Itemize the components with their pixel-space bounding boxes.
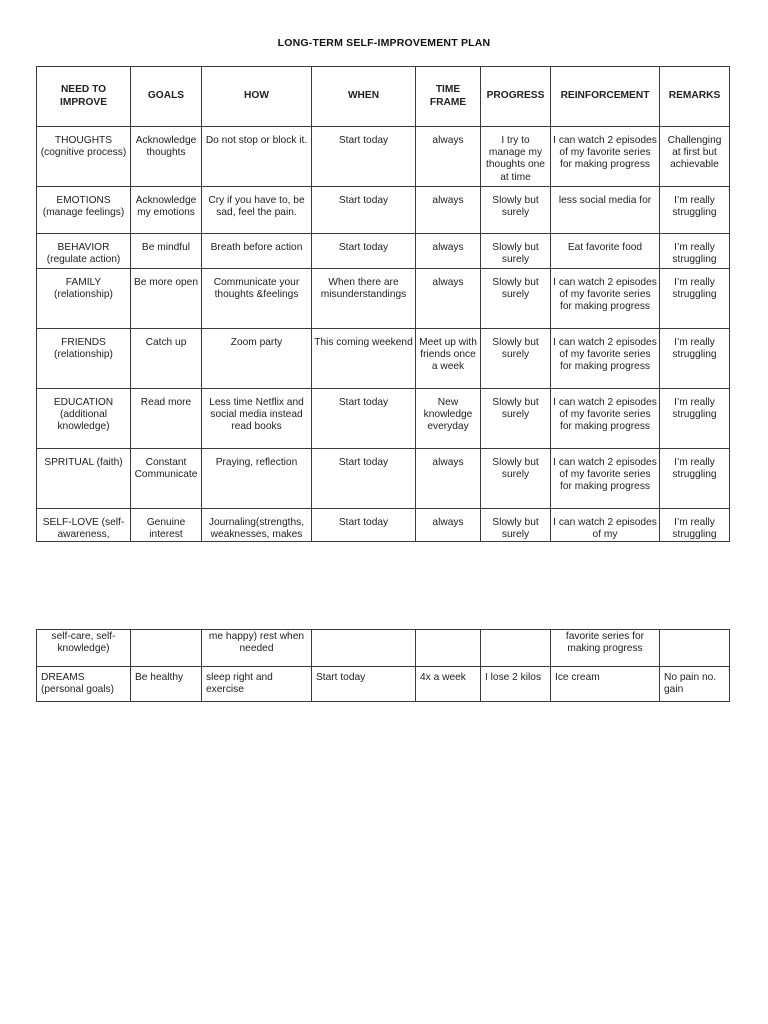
plan-table-continued (36, 629, 730, 702)
cell-how: Breath before action (202, 234, 312, 269)
cell-progress: I try to manage my thoughts one at time (481, 127, 551, 187)
cell-need: SELF-LOVE (self-awareness, (37, 509, 131, 542)
cell-need: BEHAVIOR (regulate action) (37, 234, 131, 269)
cell-how: sleep right and exercise (202, 667, 312, 702)
cell-reinforcement: I can watch 2 episodes of my (551, 509, 660, 542)
table-row (37, 449, 730, 509)
cell-reinforcement: I can watch 2 episodes of my favorite series for making progress (551, 449, 660, 509)
cell-remarks: I’m really struggling (660, 269, 730, 329)
cell-remarks: Challenging at first but achievable (660, 127, 730, 187)
cell-need: DREAMS (personal goals) (37, 667, 131, 702)
cell-how: Do not stop or block it. (202, 127, 312, 187)
cell-need: SPRITUAL (faith) (37, 449, 131, 509)
header-row (37, 67, 730, 127)
cell-progress: I lose 2 kilos (481, 667, 551, 702)
cell-time-frame: Meet up with friends once a week (416, 329, 481, 389)
cell-time-frame: New knowledge everyday (416, 389, 481, 449)
cell-how: Zoom party (202, 329, 312, 389)
cell-reinforcement: Ice cream (551, 667, 660, 702)
header-need-to-improve: NEED TO IMPROVE (37, 67, 131, 127)
cell-when: When there are misunderstandings (312, 269, 416, 329)
cell-remarks (660, 630, 730, 667)
document-title: LONG-TERM SELF-IMPROVEMENT PLAN (277, 37, 491, 49)
cell-goals: Be more open (131, 269, 202, 329)
cell-goals: Be healthy (131, 667, 202, 702)
header-remarks: REMARKS (660, 67, 730, 127)
cell-how: Cry if you have to, be sad, feel the pain. (202, 187, 312, 234)
header-how: HOW (202, 67, 312, 127)
cell-goals: Read more (131, 389, 202, 449)
cell-remarks: I’m really struggling (660, 509, 730, 542)
cell-remarks: I’m really struggling (660, 329, 730, 389)
cell-progress: Slowly but surely (481, 449, 551, 509)
cell-progress (481, 630, 551, 667)
cell-need: EMOTIONS (manage feelings) (37, 187, 131, 234)
cell-how: me happy) rest when needed (202, 630, 312, 667)
cell-time-frame: always (416, 269, 481, 329)
table-row (37, 269, 730, 329)
cell-how: Communicate your thoughts &feelings (202, 269, 312, 329)
cell-when: Start today (312, 509, 416, 542)
cell-when: Start today (312, 127, 416, 187)
cell-goals: Acknowledge my emotions (131, 187, 202, 234)
cell-goals: Genuine interest (131, 509, 202, 542)
header-when: WHEN (312, 67, 416, 127)
table-row (37, 630, 730, 667)
cell-when: Start today (312, 389, 416, 449)
cell-goals: Be mindful (131, 234, 202, 269)
cell-reinforcement: Eat favorite food (551, 234, 660, 269)
cell-time-frame: always (416, 127, 481, 187)
cell-need: FAMILY (relationship) (37, 269, 131, 329)
cell-reinforcement: favorite series for making progress (551, 630, 660, 667)
cell-reinforcement: less social media for (551, 187, 660, 234)
header-reinforcement: REINFORCEMENT (551, 67, 660, 127)
cell-remarks: I’m really struggling (660, 234, 730, 269)
cell-progress: Slowly but surely (481, 234, 551, 269)
table-row (37, 127, 730, 187)
table-row (37, 187, 730, 234)
cell-when: Start today (312, 667, 416, 702)
cell-when (312, 630, 416, 667)
cell-when: Start today (312, 234, 416, 269)
cell-reinforcement: I can watch 2 episodes of my favorite series for making progress (551, 329, 660, 389)
table-row (37, 329, 730, 389)
cell-when: Start today (312, 187, 416, 234)
cell-how: Praying, reflection (202, 449, 312, 509)
cell-need: THOUGHTS (cognitive process) (37, 127, 131, 187)
header-time-frame: TIME FRAME (416, 67, 481, 127)
cell-time-frame: always (416, 234, 481, 269)
header-progress: PROGRESS (481, 67, 551, 127)
cell-need: FRIENDS (relationship) (37, 329, 131, 389)
cell-when: This coming weekend (312, 329, 416, 389)
cell-remarks: No pain no. gain (660, 667, 730, 702)
cell-goals (131, 630, 202, 667)
cell-time-frame: 4x a week (416, 667, 481, 702)
cell-time-frame: always (416, 187, 481, 234)
cell-goals: Constant Communicate (131, 449, 202, 509)
cell-time-frame (416, 630, 481, 667)
cell-goals: Catch up (131, 329, 202, 389)
cell-time-frame: always (416, 449, 481, 509)
cell-progress: Slowly but surely (481, 187, 551, 234)
cell-remarks: I’m really struggling (660, 187, 730, 234)
cell-reinforcement: I can watch 2 episodes of my favorite series for making progress (551, 127, 660, 187)
table-row (37, 667, 730, 702)
cell-remarks: I’m really struggling (660, 449, 730, 509)
table-row (37, 509, 730, 542)
cell-progress: Slowly but surely (481, 329, 551, 389)
cell-goals: Acknowledge thoughts (131, 127, 202, 187)
cell-progress: Slowly but surely (481, 389, 551, 449)
table-row (37, 389, 730, 449)
cell-progress: Slowly but surely (481, 509, 551, 542)
cell-how: Less time Netflix and social media instead read books (202, 389, 312, 449)
cell-time-frame: always (416, 509, 481, 542)
cell-need: self-care, self-knowledge) (37, 630, 131, 667)
cell-reinforcement: I can watch 2 episodes of my favorite series for making progress (551, 389, 660, 449)
plan-table (36, 66, 730, 542)
table-row (37, 234, 730, 269)
cell-remarks: I’m really struggling (660, 389, 730, 449)
cell-when: Start today (312, 449, 416, 509)
cell-reinforcement: I can watch 2 episodes of my favorite series for making progress (551, 269, 660, 329)
cell-need: EDUCATION (additional knowledge) (37, 389, 131, 449)
cell-how: Journaling(strengths, weaknesses, makes (202, 509, 312, 542)
cell-progress: Slowly but surely (481, 269, 551, 329)
header-goals: GOALS (131, 67, 202, 127)
